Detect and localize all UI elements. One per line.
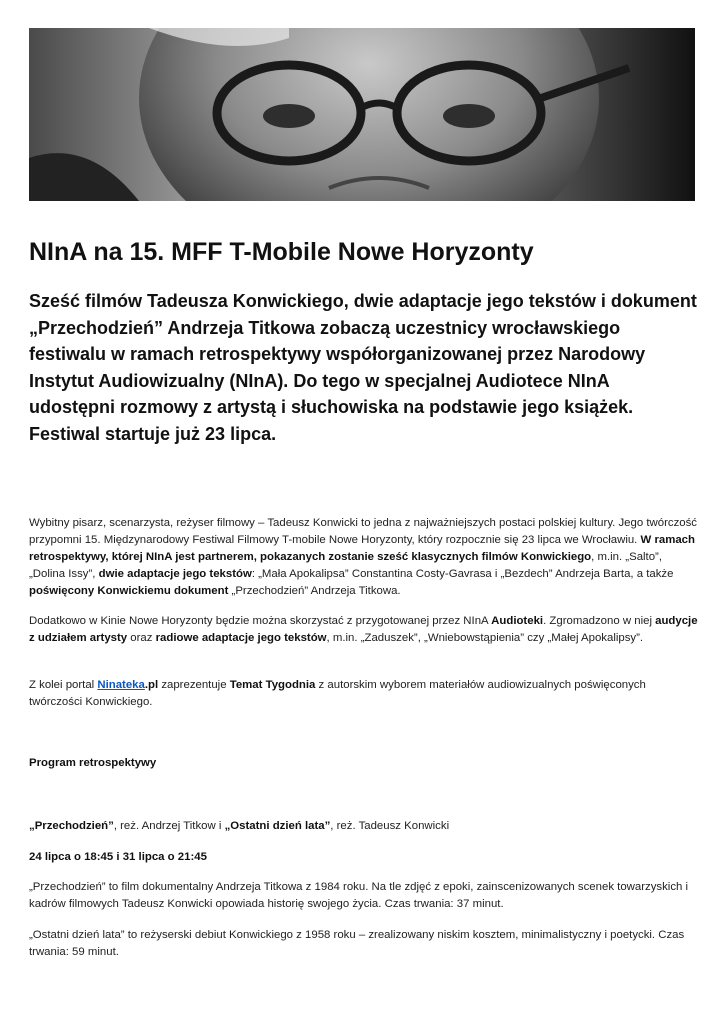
program-item-dates: 24 lipca o 18:45 i 31 lipca o 21:45 [29, 851, 207, 863]
program-item-description: „Przechodzień” to film dokumentalny Andrzeja Titkowa z 1984 roku. Na tle zdjęć z epoki, zainscenizowanych scenek towarzyskich i kadrów filmowych Tadeusz Konwicki opowiada historię swojego życia. Czas trwania: 37 minut. [29, 881, 689, 910]
program-heading: Program retrospektywy [29, 757, 157, 769]
page-title: NInA na 15. MFF T-Mobile Nowe Horyzonty [29, 238, 534, 266]
lead-paragraph: Sześć filmów Tadeusza Konwickiego, dwie adaptacje jego tekstów i dokument „Przechodzień” Andrzeja Titkowa zobaczą uczestnicy wrocławskiego festiwalu w ramach retrospektywy współorganizowanej przez Narodowy Instytut Audiowizualny (NInA). Do tego w specjalnej Audiotece NInA udostępni rozmowy z artystą i słuchowiska na podstawie jego książek. Festiwal startuje już 23 lipca. [29, 291, 697, 444]
ninateka-paragraph: Z kolei portal Ninateka.pl zaprezentuje Temat Tygodnia z autorskim wyborem materiałów audiowizualnych poświęconych twórczości Konwickiego. [29, 679, 646, 708]
ninateka-link[interactable]: Ninateka [97, 679, 145, 691]
audioteka-paragraph: Dodatkowo w Kinie Nowe Horyzonty będzie można skorzystać z przygotowanej przez NInA Audioteki. Zgromadzono w niej audycje z udziałem artysty oraz radiowe adaptacje jego tekstów, m.in. „Zaduszek”, „Wniebowstąpienia” czy „Małej Apokalipsy”. [29, 615, 698, 644]
program-item-title: „Przechodzień”, reż. Andrzej Titkow i „Ostatni dzień lata”, reż. Tadeusz Konwicki [29, 820, 450, 832]
hero-photo [29, 28, 695, 201]
program-item-description: „Ostatni dzień lata” to reżyserski debiut Konwickiego z 1958 roku – zrealizowany niskim kosztem, minimalistyczny i poetycki. Czas trwania: 59 minut. [29, 929, 685, 958]
intro-paragraph: Wybitny pisarz, scenarzysta, reżyser filmowy – Tadeusz Konwicki to jedna z najważniejszych postaci polskiej kultury. Jego twórczość przypomni 15. Międzynarodowy Festiwal Filmowy T-mobile Nowe Horyzonty, który rozpocznie się 23 lipca we Wrocławiu. W ramach retrospektywy, której NInA jest partnerem, pokazanych zostanie sześć klasycznych filmów Konwickiego, m.in. „Salto”, „Dolina Issy”, dwie adaptacje jego tekstów: „Mała Apokalipsa” Constantina Costy-Gavrasa i „Bezdech” Andrzeja Barta, a także poświęcony Konwickiemu dokument „Przechodzień” Andrzeja Titkowa. [29, 517, 697, 597]
portrait-photo-icon [29, 28, 695, 201]
